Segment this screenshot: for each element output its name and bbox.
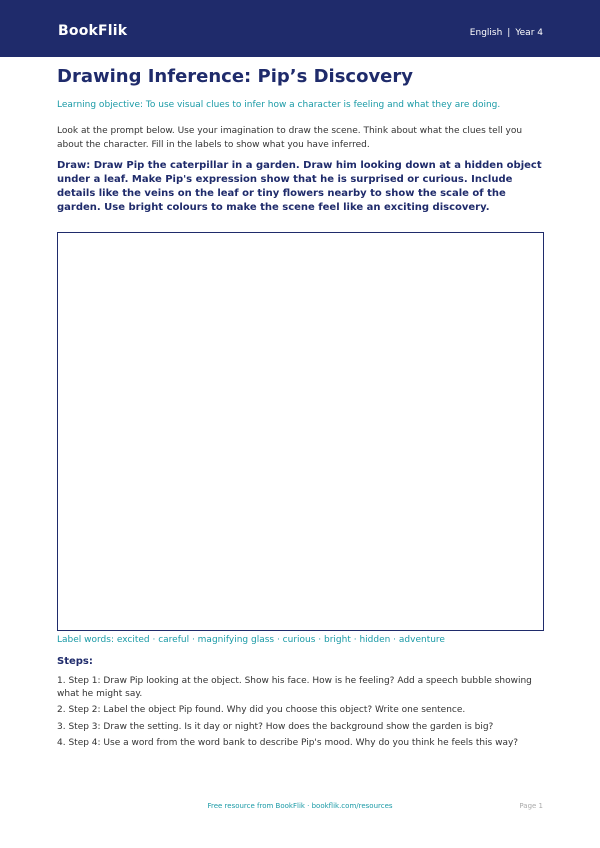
draw-prompt: Draw: Draw Pip the caterpillar in a garden. Draw him looking down at a hidden object under a leaf. Make Pip's expression show that he is surprised or curious. Include details like the veins on the leaf or tiny flowers nearby to show the scale of the garden. Use bright colours to make the scene feel like an exciting discovery. [57, 160, 542, 213]
top-banner [0, 0, 600, 57]
steps-heading: Steps: [57, 656, 93, 667]
step-item: 1. Step 1: Draw Pip looking at the object. Show his face. How is he feeling? Add a speech bubble showing what he might say. [57, 676, 532, 699]
year-label: Year 4 [515, 28, 543, 38]
label-word-bank: Label words: excited · careful · magnifying glass · curious · bright · hidden · adventure [57, 635, 445, 645]
footer-link[interactable]: Free resource from BookFlik · bookflik.com/resources [207, 802, 393, 810]
intro-instructions: Look at the prompt below. Use your imagination to draw the scene. Think about what the clues tell you about the character. Fill in the labels to show what you have inferred. [57, 126, 523, 150]
learning-objective: Learning objective: To use visual clues to infer how a character is feeling and what they are doing. [57, 100, 501, 110]
meta-separator: | [507, 28, 511, 38]
worksheet-title: Drawing Inference: Pip’s Discovery [57, 66, 414, 87]
page-number: Page 1 [519, 802, 543, 810]
subject-year-label [470, 28, 543, 38]
subject-label: English [469, 28, 503, 38]
drawing-area[interactable] [57, 232, 544, 631]
step-item: 4. Step 4: Use a word from the word bank to describe Pip's mood. Why do you think he feels this way? [57, 738, 519, 748]
steps-list [57, 675, 547, 754]
step-item: 3. Step 3: Draw the setting. Is it day or night? How does the background show the garden is big? [57, 721, 494, 732]
brand-logo-text[interactable]: BookFlik [58, 23, 128, 39]
step-item: 2. Step 2: Label the object Pip found. Why did you choose this object? Write one sentence. [57, 705, 466, 715]
